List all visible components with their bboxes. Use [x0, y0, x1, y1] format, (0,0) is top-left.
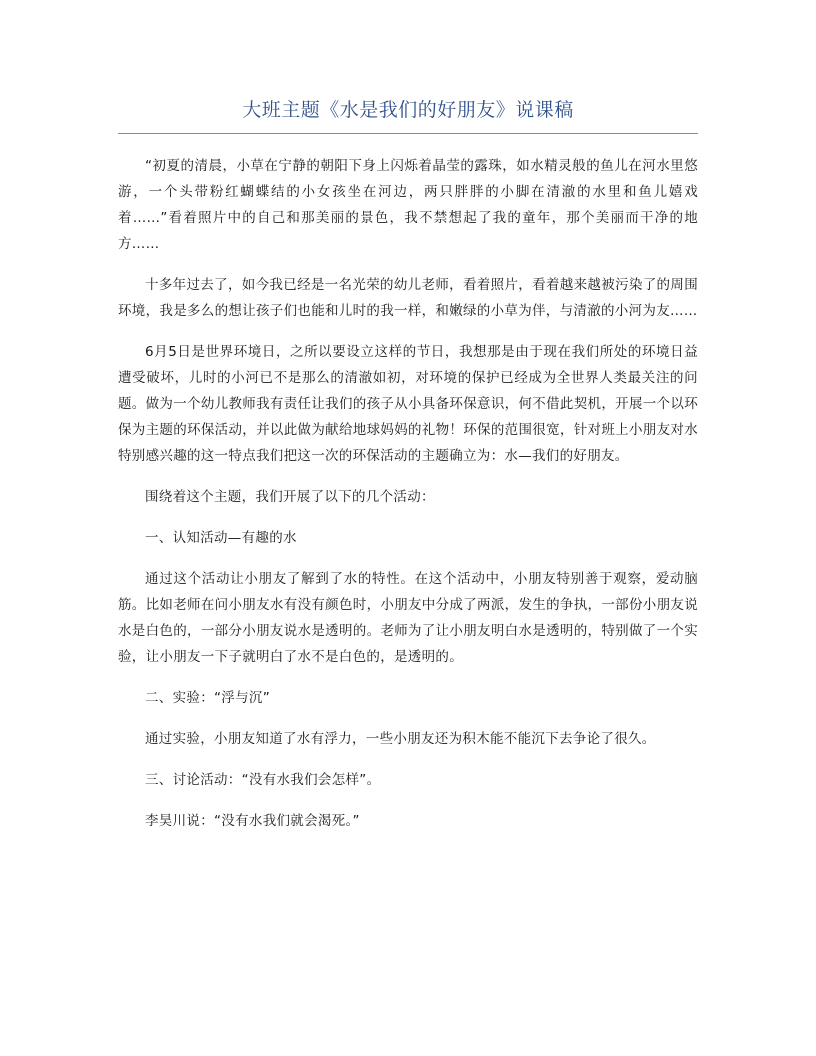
title-divider	[118, 133, 698, 134]
paragraph-environment-day: 6月5日是世界环境日，之所以要设立这样的节日，我想那是由于现在我们所处的环境日益遭受破坏，儿时的小河已不是那么的清澈如初，对环境的保护已经成为全世界人类最关注的问题。做为一个幼儿教师我有责任让我们的孩子从小具备环保意识，何不借此契机，开展一个以环保为主题的环保活动，并以此做为献给地球妈妈的礼物！环保的范围很宽，针对班上小朋友对水特别感兴趣的这一特点我们把这一次的环保活动的主题确立为：水—我们的好朋友。	[118, 344, 698, 464]
section-heading-experiment: 二、实验：“浮与沉”	[145, 690, 270, 706]
page-title: 大班主题《水是我们的好朋友》说课稿	[242, 99, 574, 121]
paragraph-quote-li-haochuan: 李昊川说：“没有水我们就会渴死。”	[145, 813, 360, 829]
paragraph-activities-intro: 围绕着这个主题，我们开展了以下的几个活动：	[145, 489, 435, 505]
paragraph-intro-quote: “初夏的清晨，小草在宁静的朝阳下身上闪烁着晶莹的露珠，如水精灵般的鱼儿在河水里悠游，一个头带粉红蝴蝶结的小女孩坐在河边，两只胖胖的小脚在清澈的水里和鱼儿嬉戏着……”看着照片中的自己和那美丽的景色，我不禁想起了我的童年，那个美丽而干净的地方……	[118, 158, 698, 252]
document-body	[118, 153, 698, 849]
paragraph-cognitive-activity: 通过这个活动让小朋友了解到了水的特性。在这个活动中，小朋友特别善于观察，爱动脑筋。比如老师在问小朋友水有没有颜色时，小朋友中分成了两派，发生的争执，一部份小朋友说水是白色的，一部分小朋友说水是透明的。老师为了让小朋友明白水是透明的，特别做了一个实验，让小朋友一下子就明白了水不是白色的，是透明的。	[118, 571, 698, 665]
paragraph-ten-years-later: 十多年过去了，如今我已经是一名光荣的幼儿老师，看着照片，看着越来越被污染了的周围环境，我是多么的想让孩子们也能和儿时的我一样，和嫩绿的小草为伴，与清澈的小河为友……	[118, 277, 698, 319]
section-heading-cognitive-activity: 一、认知活动—有趣的水	[145, 530, 297, 546]
section-heading-discussion: 三、讨论活动：“没有水我们会怎样”。	[145, 772, 381, 788]
paragraph-experiment: 通过实验，小朋友知道了水有浮力，一些小朋友还为积木能不能沉下去争论了很久。	[145, 731, 656, 747]
